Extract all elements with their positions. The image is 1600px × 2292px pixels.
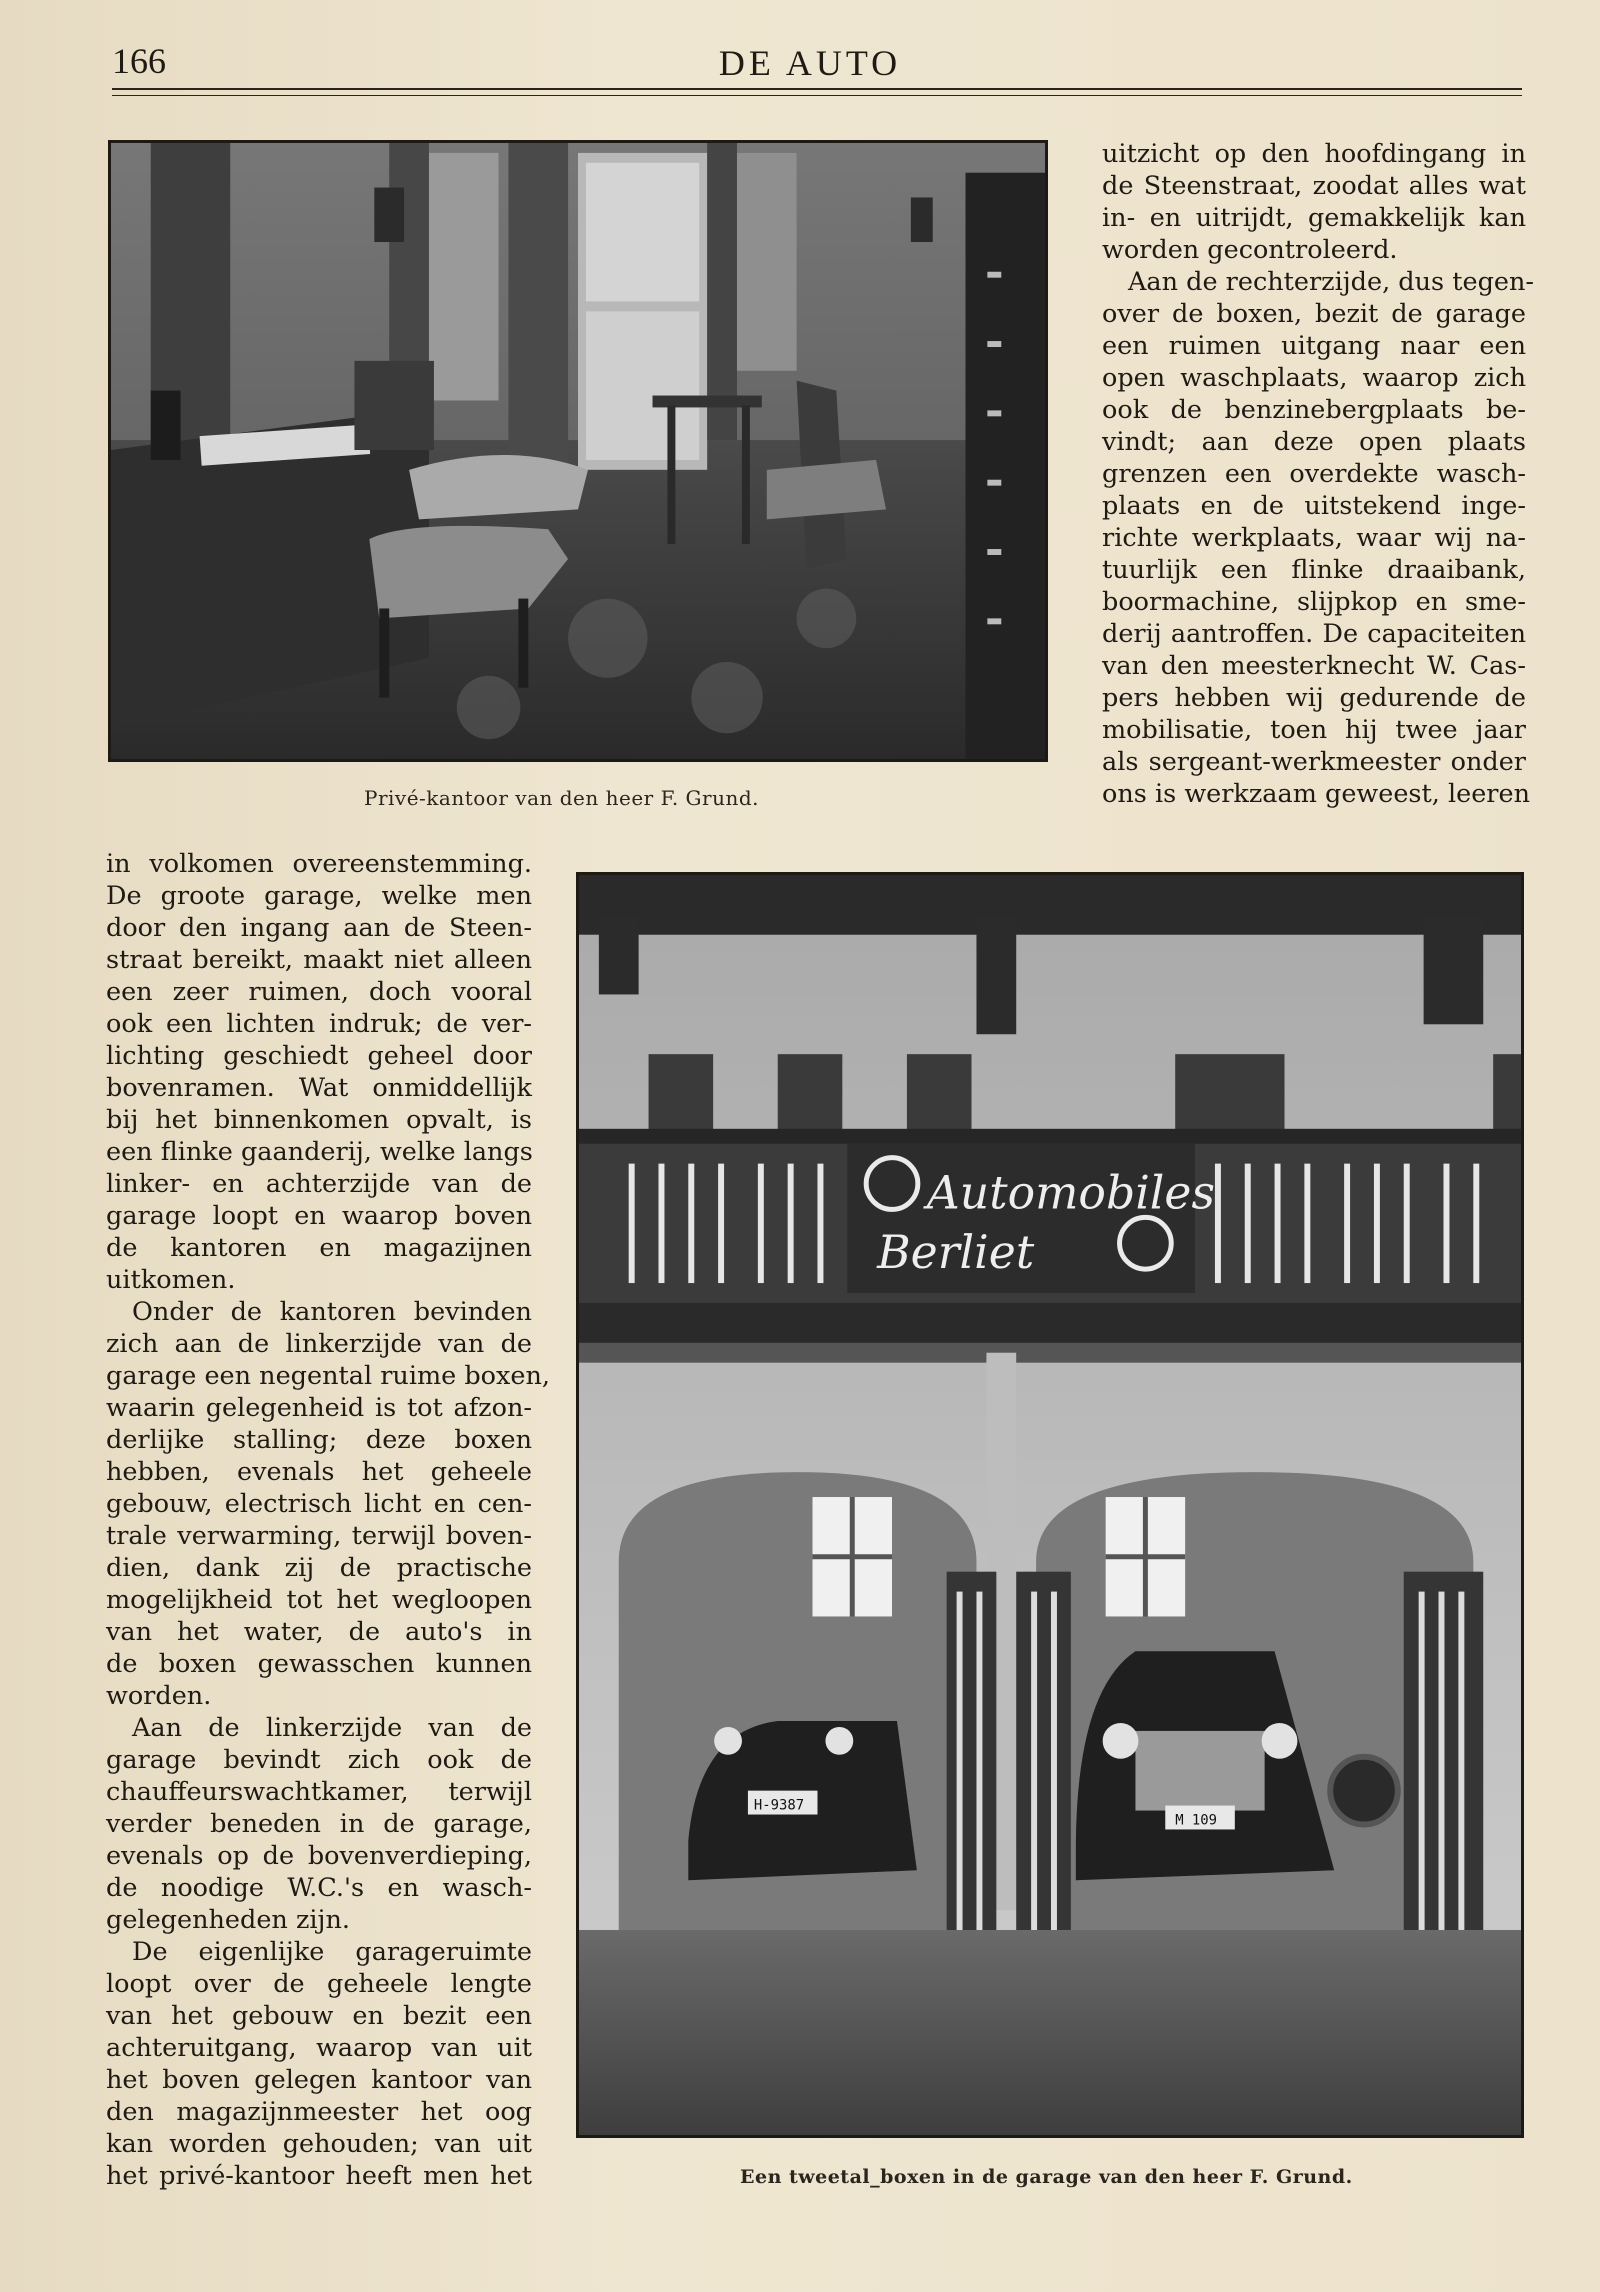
text-line: gelegenheden zijn. [106,1905,350,1935]
garage-photo [576,872,1524,2138]
text-line: de noodige W.C.'s en wasch- [106,1873,532,1903]
text-line: over de boxen, bezit de garage [1102,299,1526,329]
text-line: trale verwarming, terwijl boven- [106,1521,532,1551]
text-line: verder beneden in de garage, [106,1809,532,1839]
text-line: kan worden gehouden; van uit [106,2129,532,2159]
text-line: als sergeant-werkmeester onder [1102,747,1526,777]
text-line: Aan de rechterzijde, dus tegen- [1128,267,1535,297]
text-line: gebouw, electrisch licht en cen- [106,1489,532,1519]
text-line: het boven gelegen kantoor van [106,2065,532,2095]
office-photo [108,140,1048,762]
text-line: linker- en achterzijde van de [106,1169,532,1199]
text-line: de kantoren en magazijnen [106,1233,532,1263]
text-line: de boxen gewasschen kunnen [106,1649,532,1679]
text-line: ons is werkzaam geweest, leeren [1102,779,1531,809]
text-line: den magazijnmeester het oog [106,2097,532,2127]
license-plate-left: H-9387 [753,1797,805,1814]
text-column-right [1102,138,1535,810]
sign-text-berliet: Berliet [877,1226,1035,1280]
garage-photo-caption: Een tweetal_boxen in de garage van den heer F. Grund. [740,2166,1353,2188]
text-line: de Steenstraat, zoodat alles wat [1102,171,1526,201]
text-line: boormachine, slijpkop en sme- [1102,587,1526,617]
text-line: De eigenlijke garageruimte [132,1937,532,1967]
text-line: evenals op de bovenverdieping, [106,1841,532,1871]
text-line: door den ingang aan de Steen- [106,913,532,943]
text-line: straat bereikt, maakt niet alleen [106,945,532,975]
text-line: van den meesterknecht W. Cas- [1102,651,1526,681]
text-column-left [106,848,551,2192]
text-line: een ruimen uitgang naar een [1102,331,1526,361]
text-line: grenzen een overdekte wasch- [1102,459,1526,489]
text-line: worden gecontroleerd. [1102,235,1398,265]
text-line: derlijke stalling; deze boxen [106,1425,532,1455]
header-rule [112,88,1522,90]
page-number: 166 [112,41,166,81]
text-line: het privé-kantoor heeft men het [106,2161,532,2191]
text-line: bij het binnenkomen opvalt, is [106,1105,532,1135]
text-line: van het water, de auto's in [106,1617,532,1647]
text-line: in volkomen overeenstemming. [106,849,532,879]
text-line: derij aantroffen. De capaciteiten [1102,619,1526,649]
text-line: chauffeurswachtkamer, terwijl [106,1777,532,1807]
text-line: richte werkplaats, waar wij na- [1102,523,1526,553]
text-line: garage bevindt zich ook de [106,1745,532,1775]
text-line: hebben, evenals het geheele [106,1457,532,1487]
text-line: Aan de linkerzijde van de [132,1713,532,1743]
text-line: Onder de kantoren bevinden [132,1297,532,1327]
text-line: een flinke gaanderij, welke langs [106,1137,533,1167]
header-rule-thin [112,95,1522,96]
text-line: lichting geschiedt geheel door [106,1041,532,1071]
office-photo-caption: Privé-kantoor van den heer F. Grund. [364,786,760,810]
text-line: pers hebben wij gedurende de [1102,683,1526,713]
text-line: open waschplaats, waarop zich [1102,363,1526,393]
text-line: bovenramen. Wat onmiddellijk [106,1073,532,1103]
text-line: ook een lichten indruk; de ver- [106,1009,532,1039]
text-line: De groote garage, welke men [106,881,532,911]
text-line: uitzicht op den hoofdingang in [1102,139,1526,169]
text-line: plaats en de uitstekend inge- [1102,491,1526,521]
text-line: van het gebouw en bezit een [106,2001,532,2031]
text-line: achteruitgang, waarop van uit [106,2033,532,2063]
running-title: DE AUTO [718,43,902,83]
text-line: worden. [106,1681,212,1711]
text-line: waarin gelegenheid is tot afzon- [106,1393,532,1423]
text-line: tuurlijk een flinke draaibank, [1102,555,1526,585]
text-line: ook de benzinebergplaats be- [1102,395,1526,425]
text-line: loopt over de geheele lengte [106,1969,532,1999]
text-line: dien, dank zij de practische [106,1553,532,1583]
text-line: in- en uitrijdt, gemakkelijk kan [1102,203,1526,233]
text-line: garage een negental ruime boxen, [106,1361,551,1391]
sign-text-automobiles: Automobiles [926,1166,1215,1220]
text-line: vindt; aan deze open plaats [1102,427,1526,457]
text-line: zich aan de linkerzijde van de [106,1329,532,1359]
text-line: garage loopt en waarop boven [106,1201,532,1231]
text-line: een zeer ruimen, doch vooral [106,977,532,1007]
text-line: mogelijkheid tot het wegloopen [106,1585,532,1615]
text-line: mobilisatie, toen hij twee jaar [1102,715,1526,745]
text-line: uitkomen. [106,1265,236,1295]
license-plate-right: M 109 [1175,1812,1218,1829]
